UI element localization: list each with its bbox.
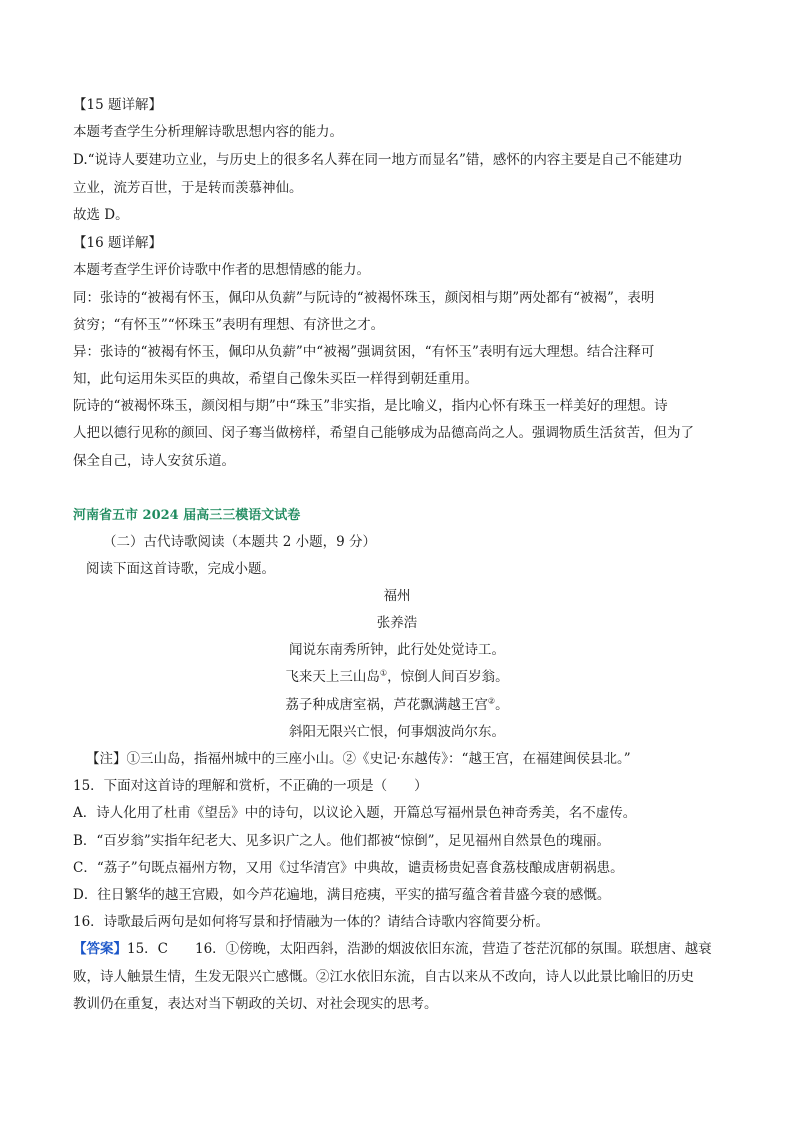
q15-explanation-p2b: 立业，流芳百世，于是转而羡慕神仙。 <box>73 180 303 196</box>
answer-line-3: 教训仍在重复，表达对当下朝政的关切、对社会现实的思考。 <box>73 996 438 1012</box>
q15-explanation-p1: 本题考查学生分析理解诗歌思想内容的能力。 <box>73 124 343 140</box>
reading-instruction: 阅读下面这首诗歌，完成小题。 <box>86 561 275 577</box>
q15-explanation-heading: 【15 题详解】 <box>73 97 162 113</box>
question-15: 15．下面对这首诗的理解和赏析，不正确的一项是（ ） <box>73 778 428 794</box>
footnote-marker-1: ① <box>379 668 388 678</box>
poem-line-3-a: 荔子种成唐室祸，芦花飘满越王宫 <box>285 697 488 713</box>
poem-line-3 <box>0 696 794 714</box>
q15-explanation-p3: 故选 D。 <box>73 207 129 223</box>
question-16: 16．诗歌最后两句是如何将写景和抒情融为一体的？请结合诗歌内容简要分析。 <box>73 914 550 930</box>
poem-line-4: 斜阳无限兴亡恨，何事烟波尚尔东。 <box>289 724 505 740</box>
q15-explanation-p2a: D.“说诗人要建功立业，与历史上的很多名人葬在同一地方而显名”错，感怀的内容主要是自己不能建功 <box>73 152 682 168</box>
option-b: B．“百岁翁”实指年纪老大、见多识广之人。他们都被“惊倒”，足见福州自然景色的瑰丽。 <box>73 833 611 849</box>
q16-explanation-p1: 本题考查学生评价诗歌中作者的思想情感的能力。 <box>73 262 370 278</box>
footnote-marker-2: ② <box>487 696 496 706</box>
section-heading: （二）古代诗歌阅读（本题共 2 小题，9 分） <box>103 534 377 550</box>
q16-explanation-p3b: 知，此句运用朱买臣的典故，希望自己像朱买臣一样得到朝廷重用。 <box>73 371 478 387</box>
q16-explanation-p4a: 阮诗的“被褐怀珠玉，颜闵相与期”中“珠玉”非实指，是比喻义，指内心怀有珠玉一样美好的理想。诗 <box>73 398 668 414</box>
poem-title: 福州 <box>383 588 411 604</box>
q16-explanation-p4c: 保全自己，诗人安贫乐道。 <box>73 453 235 469</box>
poem-line-2 <box>0 668 794 686</box>
poem-line-2-b: ，惊倒人间百岁翁。 <box>387 669 509 685</box>
option-d: D．往日繁华的越王宫殿，如今芦花遍地，满目疮痍，平实的描写蕴含着昔盛今衰的感慨。 <box>73 887 611 903</box>
q16-explanation-p2a: 同：张诗的“被褐有怀玉，佩印从负薪”与阮诗的“被褐怀珠玉，颜闵相与期”两处都有“被褐”，表明 <box>73 290 655 306</box>
option-c: C．“荔子”句既点福州方物，又用《过华清宫》中典故，谴责杨贵妃喜食荔枝酿成唐朝祸患。 <box>73 860 624 876</box>
exam-source-title: 河南省五市 2024 届高三三模语文试卷 <box>73 508 301 523</box>
q16-explanation-p4b: 人把以德行见称的颜回、闵子骞当做榜样，希望自己能够成为品德高尚之人。强调物质生活贫苦，但为了 <box>73 425 694 441</box>
poem-note: 【注】①三山岛，指福州城中的三座小山。②《史记·东越传》：“越王宫，在福建闽侯县北。” <box>86 751 631 767</box>
answer-line-2: 败，诗人触景生情，生发无限兴亡感慨。②江水依旧东流，自古以来从不改向，诗人以此景比喻旧的历史 <box>73 969 694 985</box>
q16-explanation-heading: 【16 题详解】 <box>73 235 162 251</box>
poem-line-2-a: 飞来天上三山岛 <box>285 669 380 685</box>
poem-line-1: 闻说东南秀所钟，此行处处觉诗工。 <box>289 642 505 658</box>
q16-explanation-p3a: 异：张诗的“被褐有怀玉，佩印从负薪”中“被褐”强调贫困，“有怀玉”表明有远大理想。结合注释可 <box>73 344 655 360</box>
answer-text-a: 15．C 16．①傍晚，太阳西斜，浩渺的烟波依旧东流，营造了苍茫沉郁的氛围。联想唐、越衰 <box>127 941 712 957</box>
answer-label: 【答案】 <box>73 941 127 957</box>
option-a: A．诗人化用了杜甫《望岳》中的诗句，以议论入题，开篇总写福州景色神奇秀美，名不虚传。 <box>73 805 637 821</box>
answer-line-1 <box>73 940 712 958</box>
q16-explanation-p2b: 贫穷；“有怀玉”“怀珠玉”表明有理想、有济世之才。 <box>73 317 385 333</box>
poem-author: 张养浩 <box>376 615 418 631</box>
poem-line-3-b: 。 <box>495 697 509 713</box>
